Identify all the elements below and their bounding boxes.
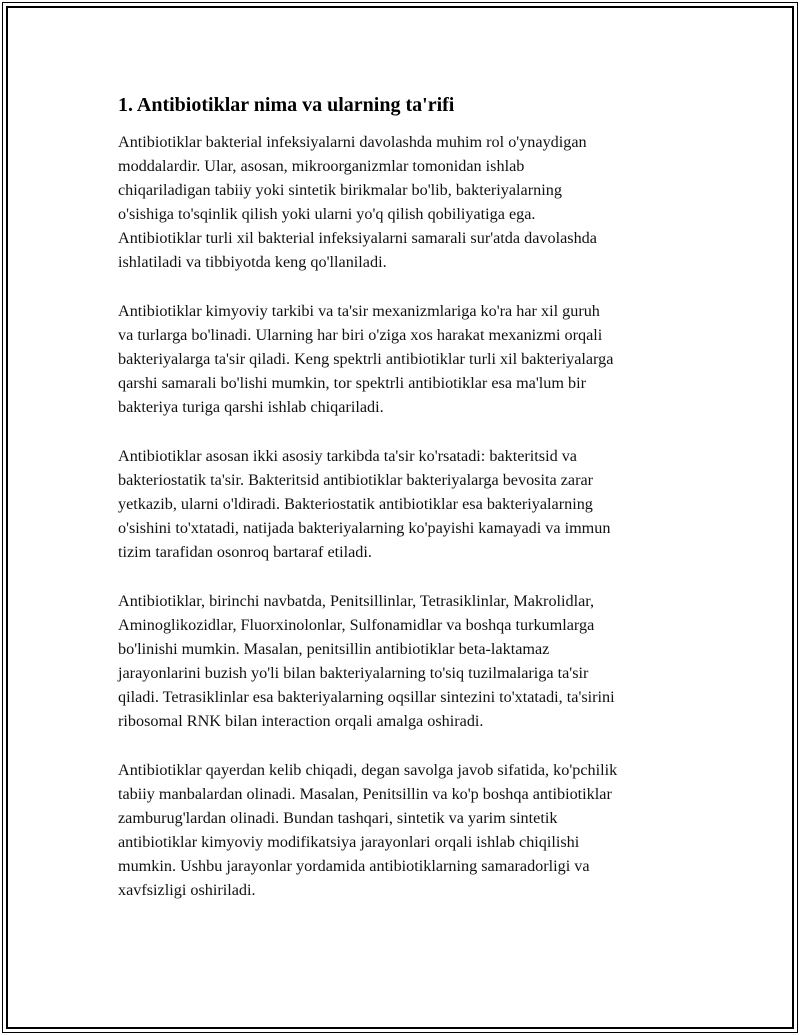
paragraph-5: Antibiotiklar qayerdan kelib chiqadi, degan savolga javob sifatida, ko'pchilik tabiiy manbalardan olinadi. Masalan, Penitsillin va ko'p boshqa antibiotiklar zamburug'lardan olinadi. Bundan tashqari, sintetik va yarim sintetik antibiotiklar kimyoviy modifikatsiya jarayonlari orqali ishlab chiqilishi mumkin. Ushbu jarayonlar yordamida antibiotiklarning samaradorligi va xavfsizligi oshiriladi. xyxy=(118,761,618,899)
paragraph-2: Antibiotiklar kimyoviy tarkibi va ta'sir mexanizmlariga ko'ra har xil guruh va turlarga bo'linadi. Ularning har biri o'ziga xos harakat mexanizmi orqali bakteriyalarga ta'sir qiladi. Keng spektrli antibiotiklar turli xil bakteriyalarga qarshi samarali bo'lishi mumkin, tor spektrli antibiotiklar esa ma'lum bir bakteriya turiga qarshi ishlab chiqariladi. xyxy=(118,302,614,416)
paragraph-3: Antibiotiklar asosan ikki asosiy tarkibda ta'sir ko'rsatadi: bakteritsid va bakteriostatik ta'sir. Bakteritsid antibiotiklar bakteriyalarga bevosita zarar yetkazib, ularni o'ldiradi. Bakteriostatik antibiotiklar esa bakteriyalarning o'sishini to'xtatadi, natijada bakteriyalarning ko'payishi kamayadi va immun tizim tarafidan osonroq bartaraf etiladi. xyxy=(118,447,611,561)
section-heading: 1. Antibiotiklar nima va ularning ta'rifi xyxy=(118,94,455,116)
paragraph-1: Antibiotiklar bakterial infeksiyalarni davolashda muhim rol o'ynaydigan moddalardir. Ular, asosan, mikroorganizmlar tomonidan ishlab chiqariladigan tabiiy yoki sintetik birikmalar bo'lib, bakteriyalarning o'sishiga to'sqinlik qilish yoki ularni yo'q qilish qobiliyatiga ega. Antibiotiklar turli xil bakterial infeksiyalarni samarali sur'atda davolashda ishlatiladi va tibbiyotda keng qo'llaniladi. xyxy=(118,133,597,271)
document-body xyxy=(118,92,698,927)
paragraph-4: Antibiotiklar, birinchi navbatda, Penitsillinlar, Tetrasiklinlar, Makrolidlar, Aminoglikozidlar, Fluorxinolonlar, Sulfonamidlar va boshqa turkumlarga bo'linishi mumkin. Masalan, penitsillin antibiotiklar beta-laktamaz jarayonlarini buzish yo'li bilan bakteriyalarning to'siq tuzilmalariga ta'sir qiladi. Tetrasiklinlar esa bakteriyalarning oqsillar sintezini to'xtatadi, ta'sirini ribosomal RNK bilan interaction orqali amalga oshiradi. xyxy=(118,592,615,730)
